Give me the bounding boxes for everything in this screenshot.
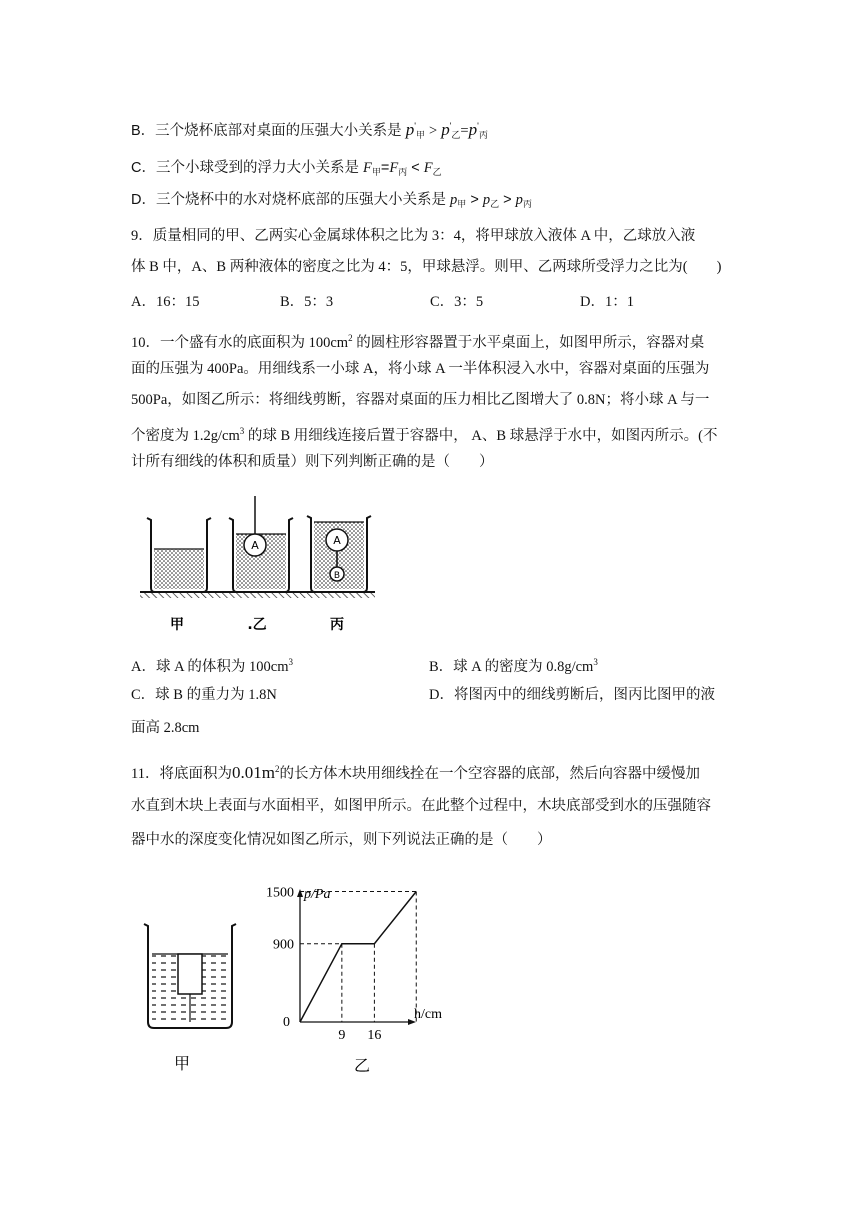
option-8b-text: B．三个烧杯底部对桌面的压强大小关系是 (131, 122, 402, 139)
pressure-series-line (300, 892, 416, 1023)
q10-option-d-cont: 面高 2.8cm (131, 720, 200, 736)
q9-option-b: B．5：3 (280, 294, 334, 310)
q10-option-b: B．球 A 的密度为 $0.8g/cm^3$ (429, 657, 598, 675)
x-axis-label: h/cm (414, 1007, 442, 1022)
option-8c: C．三个小球受到的浮力大小关系是 $F_甲=F_丙 < F_乙$ (131, 160, 442, 177)
q9-line2: 体 B 中，A、B 两种液体的密度之比为 4：5，甲球悬浮。则甲、乙两球所受浮力之比为( ) (131, 259, 722, 275)
q10-option-c: C．球 B 的重力为 1.8N (131, 687, 277, 703)
q10-line5: 计所有细线的体积和质量）则下列判断正确的是（ ） (131, 454, 494, 470)
fig-label-jia: 甲 (170, 617, 184, 633)
svg-text:A: A (333, 534, 341, 547)
fig-label-yi: .乙 (247, 617, 267, 633)
x-tick-9: 9 (338, 1028, 346, 1043)
beaker-bing (307, 516, 371, 592)
beaker-jia (147, 518, 211, 592)
q10-beakers-figure (135, 492, 380, 637)
ball-b-label: B (333, 571, 341, 581)
q11-line1: 11．将底面积为$0.01m^2$的长方体木块用细线拴在一个空容器的底部，然后向容器中缓慢加 (131, 762, 700, 782)
q9-option-a: A．16：15 (131, 294, 200, 310)
y-axis-arrow (297, 889, 303, 897)
q10-option-a: A．球 A 的体积为 $100cm^3$ (131, 657, 293, 675)
q10-line2: 面的压强为 400Pa。用细线系一小球 A，将小球 A 一半体积浸入水中，容器对桌面的压强为 (131, 361, 710, 377)
q10-line1: 10．一个盛有水的底面积为 $100cm^2$ 的圆柱形容器置于水平桌面上，如图甲所示，容器对桌 (131, 333, 705, 351)
q11-line3: 器中水的深度变化情况如图乙所示，则下列说法正确的是（ ） (131, 832, 552, 848)
q11-beaker-figure (140, 918, 240, 1078)
y-tick-1500: 1500 (266, 885, 294, 901)
x-tick-16: 16 (367, 1028, 382, 1043)
y-tick-0: 0 (283, 1015, 290, 1030)
q10-option-d: D．将图丙中的细线剪断后，图丙比图甲的液 (429, 687, 715, 703)
q11-line2: 水直到木块上表面与水面相平，如图甲所示。在此整个过程中，木块底部受到水的压强随容 (131, 798, 711, 814)
wood-block (178, 954, 202, 994)
option-8b: B．三个烧杯底部对桌面的压强大小关系是 $p'_甲 > p'_乙=p'_丙$ (131, 119, 488, 140)
q11-pressure-chart (262, 880, 462, 1080)
q11-fig-label-jia: 甲 (173, 1054, 191, 1073)
q10-line4: 个密度为 $1.2g/cm^3$ 的球 B 用细线连接后置于容器中， A、B 球悬浮于水中，如图丙所示。(不 (131, 426, 718, 444)
beaker-yi (229, 496, 293, 592)
q9-line1: 9．质量相同的甲、乙两实心金属球体积之比为 3：4，将甲球放入液体 A 中，乙球放入液 (131, 228, 696, 244)
y-axis-label: p/Pa (304, 887, 331, 902)
q10-line3: 500Pa，如图乙所示：将细线剪断，容器对桌面的压力相比乙图增大了 0.8N；将小球 A 与一 (131, 392, 710, 408)
q9-option-c: C．3：5 (430, 294, 484, 310)
ball-a-label: A (251, 539, 259, 552)
q11-fig-label-yi: 乙 (353, 1056, 371, 1075)
q9-option-d: D．1：1 (580, 294, 634, 310)
option-8d: D．三个烧杯中的水对烧杯底部的压强大小关系是 $p_甲 > p_乙 > p_丙$ (131, 192, 532, 209)
fig-label-bing: 丙 (330, 617, 344, 633)
y-tick-900: 900 (273, 937, 294, 953)
